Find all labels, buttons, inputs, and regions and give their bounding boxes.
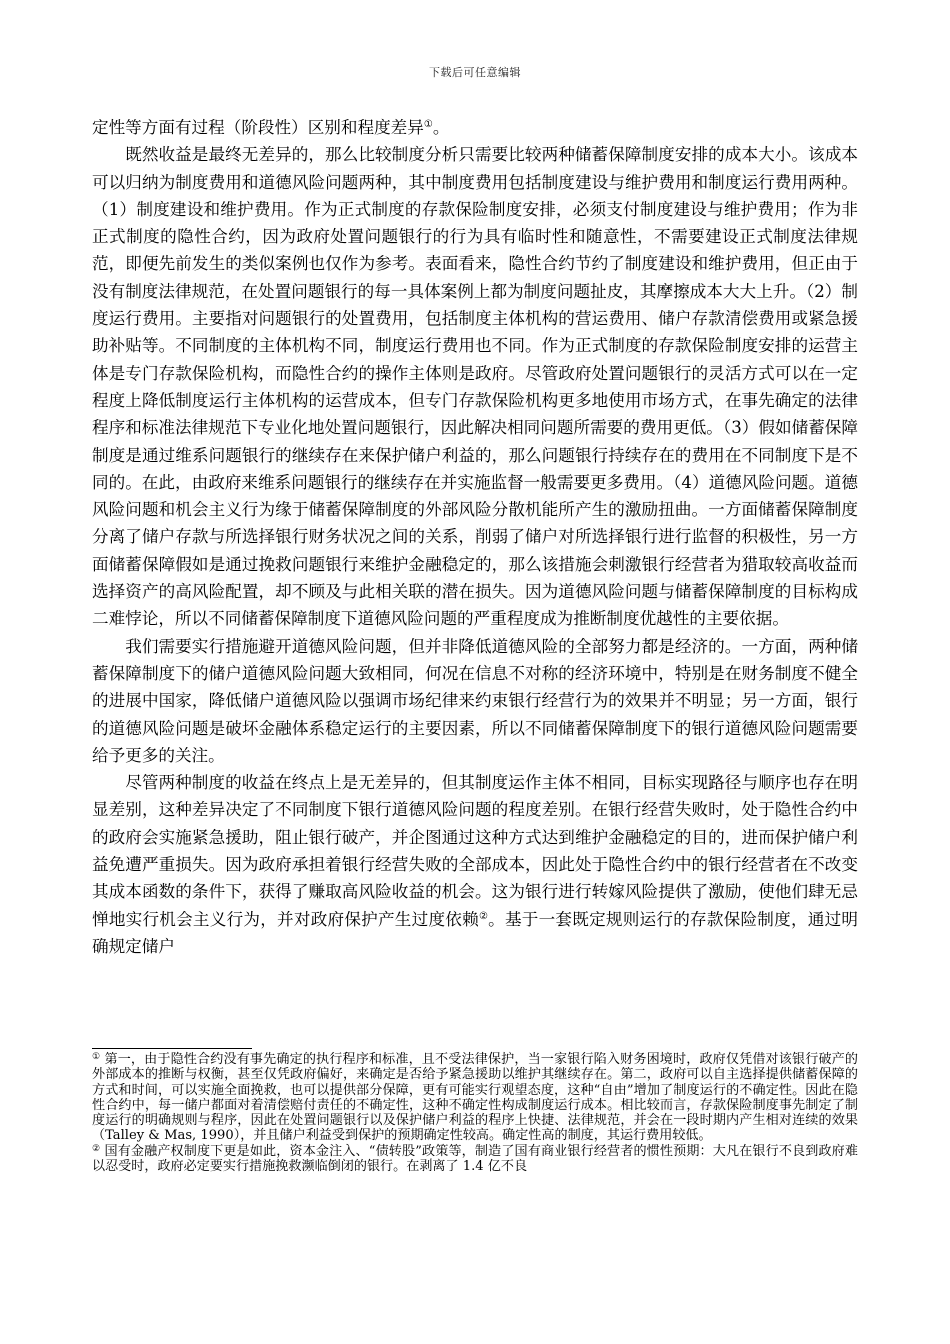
footnote-ref-2[interactable]: ② — [478, 910, 489, 922]
paragraph-text-end: 。基于一套既定规则运行的存款保险制度，通过明确规定储户 — [92, 909, 859, 956]
paragraph-continued — [92, 114, 858, 141]
footnote-mark-1: ① — [92, 1052, 101, 1062]
footnote-separator — [92, 1048, 252, 1049]
paragraph-cost-analysis: 既然收益是最终无差异的，那么比较制度分析只需要比较两种储蓄保障制度安排的成本大小。该成本可以归纳为制度费用和道德风险问题两种，其中制度费用包括制度建设与维护费用和制度运行费用两种。（1）制度建设和维护费用。作为正式制度的存款保险制度安排，必须支付制度建设与维护费用；作为非正式制度的隐性合约，因为政府处置问题银行的行为具有临时性和随意性，不需要建设正式制度法律规范，即便先前发生的类似案例也仅作为参考。表面看来，隐性合约节约了制度建设和维护费用，但正由于没有制度法律规范，在处置问题银行的每一具体案例上都为制度问题扯皮，其摩擦成本大大上升。（2）制度运行费用。主要指对问题银行的处置费用，包括制度主体机构的营运费用、储户存款清偿费用或紧急援助补贴等。不同制度的主体机构不同，制度运行费用也不同。作为正式制度的存款保险制度安排的运营主体是专门存款保险机构，而隐性合约的操作主体则是政府。尽管政府处置问题银行的灵活方式可以在一定程度上降低制度运行主体机构的运营成本，但专门存款保险机构更多地使用市场方式，在事先确定的法律程序和标准法律规范下专业化地处置问题银行，因此解决相同问题所需要的费用更低。（3）假如储蓄保障制度是通过维系问题银行的继续存在来保护储户利益的，那么问题银行持续存在的费用在不同制度下是不同的。在此，由政府来维系问题银行的继续存在并实施监督一般需要更多费用。（4）道德风险问题。道德风险问题和机会主义行为缘于储蓄保障制度的外部风险分散机能所产生的激励扭曲。一方面储蓄保障制度分离了储户存款与所选择银行财务状况之间的关系，削弱了储户对所选择银行进行监督的积极性，另一方面储蓄保障假如是通过挽救问题银行来维护金融稳定的，那么该措施会刺激银行经营者为猎取较高收益而选择资产的高风险配置，却不顾及与此相关联的潜在损失。因为道德风险问题与储蓄保障制度的目标构成二难悖论，所以不同储蓄保障制度下道德风险问题的严重程度成为推断制度优越性的主要依据。 — [92, 145, 858, 629]
main-text — [92, 114, 858, 960]
footnote-1 — [92, 1052, 858, 1144]
paragraph-text-end: 。 — [432, 118, 450, 137]
footnote-mark-2: ② — [92, 1143, 101, 1154]
paragraph-text: 尽管两种制度的收益在终点上是无差异的，但其制度运作主体不相同，目标实现路径与顺序也存在明显差别，这种差异决定了不同制度下银行道德风险问题的程度差别。在银行经营失败时，处于隐性合约中的政府会实施紧急援助，阻止银行破产，并企图通过这种方式达到维护金融稳定的目的，进而保护储户利益免遭严重损失。因为政府承担着银行经营失败的全部成本，因此处于隐性合约中的银行经营者在不改变其成本函数的条件下，获得了赚取高风险收益的机会。这为银行进行转嫁风险提供了激励，使他们肆无忌惮地实行机会主义行为，并对政府保护产生过度依赖 — [92, 773, 858, 929]
footnote-2 — [92, 1144, 858, 1175]
page-header: 下载后可任意编辑 — [429, 66, 521, 79]
paragraph-differences — [92, 769, 858, 960]
footnote-text-2: 国有金融产权制度下更是如此，资本金注入、“债转股”政策等，制造了国有商业银行经营者的惯性预期：大凡在银行不良到政府难以忍受时，政府必定要实行措施挽救濒临倒闭的银行。在剥离了 1.4 亿不良 — [92, 1143, 858, 1175]
footnote-ref-1[interactable]: ① — [423, 119, 433, 130]
paragraph-text: 定性等方面有过程（阶段性）区别和程度差异 — [92, 118, 424, 137]
paragraph-moral-hazard: 我们需要实行措施避开道德风险问题，但并非降低道德风险的全部努力都是经济的。一方面，两种储蓄保障制度下的储户道德风险问题大致相同，何况在信息不对称的经济环境中，特别是在财务制度不健全的进展中国家，降低储户道德风险以强调市场纪律来约束银行经营行为的效果并不明显；另一方面，银行的道德风险问题是破坏金融体系稳定运行的主要因素，所以不同储蓄保障制度下的银行道德风险问题需要给予更多的关注。 — [92, 636, 858, 765]
footnotes — [92, 1052, 858, 1174]
footnote-text-1: 第一，由于隐性合约没有事先确定的执行程序和标准，且不受法律保护，当一家银行陷入财务困境时，政府仅凭借对该银行破产的外部成本的推断与权衡，甚至仅凭政府偏好，来确定是否给予紧急援助以维护其继续存在。第二，政府可以自主选择提供储蓄保障的方式和时间，可以实施全面挽救，也可以提供部分保障，更有可能实行观望态度，这种“自由”增加了制度运行的不确定性。因此在隐性合约中，每一储户都面对着清偿赔付责任的不确定性，这种不确定性构成制度运行成本。相比较而言，存款保险制度事先制定了制度运行的明确规则与程序，因此在处置问题银行以及保护储户利益的程序上快捷、法律规范，并会在一段时期内产生相对连续的效果（Talley & Mas, 1990），并且储户利益受到保护的预期确定性较高。确定性高的制度，其运行费用较低。 — [92, 1052, 858, 1144]
